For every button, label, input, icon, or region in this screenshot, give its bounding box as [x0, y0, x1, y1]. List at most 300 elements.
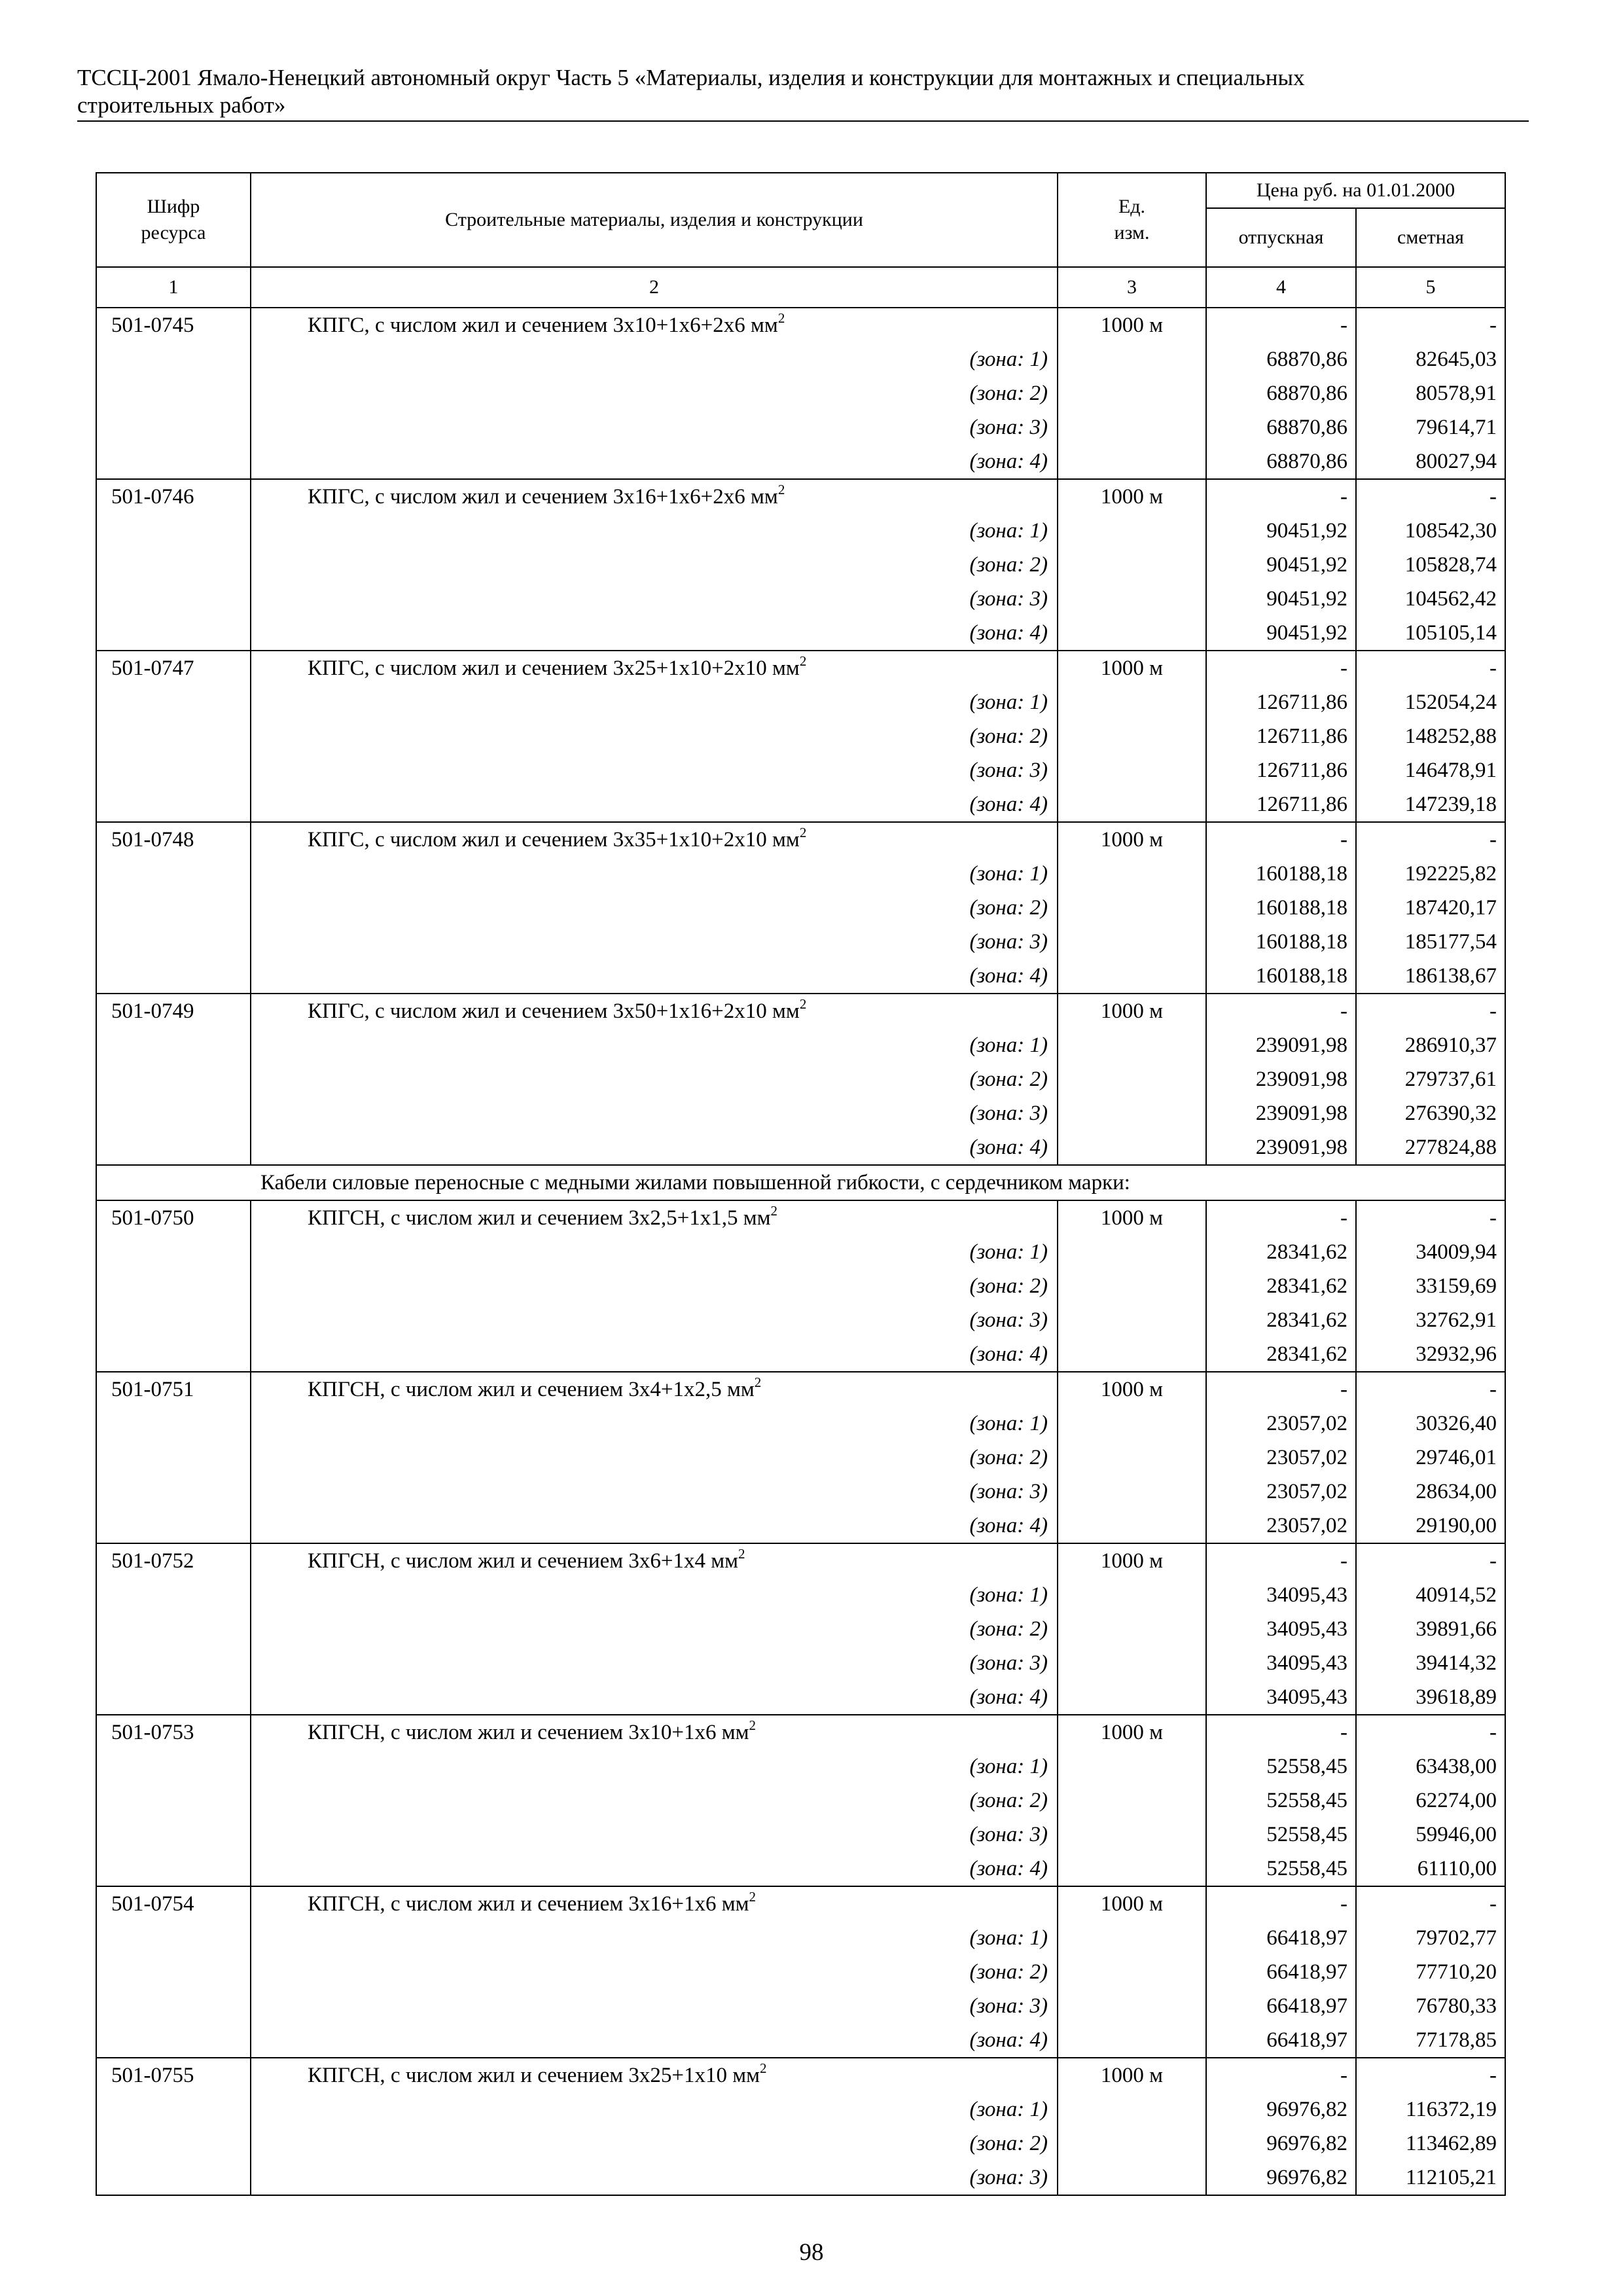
unit-empty — [1058, 959, 1206, 994]
release-price: 96976,82 — [1206, 2092, 1356, 2126]
unit-empty — [1058, 1269, 1206, 1303]
zone-label: (зона: 3) — [251, 753, 1058, 787]
resource-code-empty — [96, 1921, 251, 1955]
material-name-cell — [251, 2058, 1058, 2092]
zone-row — [96, 1235, 1505, 1269]
material-name-cell — [251, 1715, 1058, 1749]
zone-label: (зона: 4) — [251, 1852, 1058, 1886]
resource-code: 501-0750 — [96, 1200, 251, 1235]
unit-empty — [1058, 753, 1206, 787]
material-name-text: КПГС, с числом жил и сечением 3х35+1х10+2х10 мм — [308, 828, 800, 852]
resource-code-empty — [96, 1852, 251, 1886]
material-name-text: КПГС, с числом жил и сечением 3х25+1х10+2х10 мм — [308, 656, 800, 680]
release-price: 90451,92 — [1206, 514, 1356, 548]
release-price: 90451,92 — [1206, 616, 1356, 651]
release-price: 96976,82 — [1206, 2126, 1356, 2161]
unit-superscript: 2 — [760, 2060, 767, 2076]
release-price: - — [1206, 651, 1356, 685]
resource-code: 501-0745 — [96, 308, 251, 342]
material-name-text: КПГСН, с числом жил и сечением 3х6+1х4 мм — [308, 1549, 739, 1573]
estimate-price: 79702,77 — [1356, 1921, 1505, 1955]
resource-code-empty — [96, 410, 251, 444]
estimate-price: 148252,88 — [1356, 719, 1505, 753]
unit-empty — [1058, 719, 1206, 753]
unit-empty — [1058, 1096, 1206, 1130]
estimate-price: - — [1356, 1372, 1505, 1407]
resource-code-empty — [96, 719, 251, 753]
release-price: 126711,86 — [1206, 753, 1356, 787]
unit-empty — [1058, 1407, 1206, 1441]
resource-code: 501-0746 — [96, 479, 251, 514]
release-price: 34095,43 — [1206, 1646, 1356, 1680]
zone-label: (зона: 3) — [251, 2161, 1058, 2195]
zone-row — [96, 1303, 1505, 1337]
resource-code: 501-0748 — [96, 822, 251, 857]
resource-code-empty — [96, 753, 251, 787]
unit-empty — [1058, 2092, 1206, 2126]
column-number: 3 — [1058, 267, 1206, 308]
material-name-cell — [251, 1886, 1058, 1921]
zone-label: (зона: 1) — [251, 1749, 1058, 1784]
release-price: 23057,02 — [1206, 1475, 1356, 1509]
resource-code-empty — [96, 1509, 251, 1543]
material-name — [251, 651, 806, 685]
estimate-price: - — [1356, 2058, 1505, 2092]
zone-label: (зона: 4) — [251, 1680, 1058, 1715]
table-row — [96, 1200, 1505, 1235]
resource-code-empty — [96, 787, 251, 822]
estimate-price: 192225,82 — [1356, 857, 1505, 891]
zone-row — [96, 1269, 1505, 1303]
zone-label: (зона: 1) — [251, 1921, 1058, 1955]
unit: 1000 м — [1058, 822, 1206, 857]
release-price: 160188,18 — [1206, 891, 1356, 925]
material-name-cell — [251, 1372, 1058, 1407]
resource-code-empty — [96, 616, 251, 651]
unit-empty — [1058, 925, 1206, 959]
zone-label: (зона: 1) — [251, 857, 1058, 891]
resource-code-empty — [96, 1818, 251, 1852]
estimate-price: 108542,30 — [1356, 514, 1505, 548]
unit: 1000 м — [1058, 308, 1206, 342]
zone-label: (зона: 3) — [251, 1303, 1058, 1337]
zone-row — [96, 1749, 1505, 1784]
estimate-price: 152054,24 — [1356, 685, 1505, 719]
unit-empty — [1058, 1028, 1206, 1062]
zone-row — [96, 410, 1505, 444]
table-row — [96, 1715, 1505, 1749]
estimate-price: 105828,74 — [1356, 548, 1505, 582]
resource-code-empty — [96, 1028, 251, 1062]
material-name-cell — [251, 308, 1058, 342]
zone-row — [96, 1096, 1505, 1130]
material-name-text: КПГС, с числом жил и сечением 3х50+1х16+2х10 мм — [308, 999, 800, 1023]
page-number: 98 — [799, 2239, 824, 2266]
table-head — [96, 173, 1505, 308]
material-name-text: КПГС, с числом жил и сечением 3х10+1х6+2х6 мм — [308, 314, 778, 337]
release-price: 239091,98 — [1206, 1028, 1356, 1062]
material-name — [251, 994, 806, 1028]
zone-row — [96, 1578, 1505, 1612]
zone-label: (зона: 2) — [251, 1441, 1058, 1475]
unit-superscript: 2 — [738, 1546, 745, 1562]
category-title: Кабели силовые переносные с медными жилами повышенной гибкости, с сердечником марки: — [96, 1165, 1505, 1200]
zone-row — [96, 2126, 1505, 2161]
unit-empty — [1058, 376, 1206, 410]
estimate-price: 29190,00 — [1356, 1509, 1505, 1543]
zone-label: (зона: 2) — [251, 891, 1058, 925]
unit-empty — [1058, 891, 1206, 925]
zone-row — [96, 787, 1505, 822]
material-name-text: КПГСН, с числом жил и сечением 3х25+1х10 мм — [308, 2064, 760, 2087]
unit-empty — [1058, 342, 1206, 376]
material-name-text: КПГСН, с числом жил и сечением 3х16+1х6 мм — [308, 1892, 749, 1916]
unit-superscript: 2 — [799, 825, 807, 840]
resource-code-empty — [96, 342, 251, 376]
zone-label: (зона: 2) — [251, 1612, 1058, 1646]
unit-empty — [1058, 1235, 1206, 1269]
release-price: 68870,86 — [1206, 410, 1356, 444]
header-estimate-price: сметная — [1356, 208, 1505, 267]
unit-superscript: 2 — [799, 996, 807, 1012]
release-price: - — [1206, 1886, 1356, 1921]
resource-code-empty — [96, 514, 251, 548]
unit-empty — [1058, 1130, 1206, 1165]
estimate-price: 62274,00 — [1356, 1784, 1505, 1818]
material-name — [251, 823, 806, 857]
release-price: 68870,86 — [1206, 376, 1356, 410]
release-price: 239091,98 — [1206, 1096, 1356, 1130]
unit-empty — [1058, 787, 1206, 822]
resource-code-empty — [96, 2023, 251, 2058]
zone-row — [96, 1989, 1505, 2023]
estimate-price: 39891,66 — [1356, 1612, 1505, 1646]
estimate-price: 39414,32 — [1356, 1646, 1505, 1680]
unit-empty — [1058, 1475, 1206, 1509]
resource-code: 501-0749 — [96, 994, 251, 1028]
material-name-cell — [251, 479, 1058, 514]
zone-label: (зона: 4) — [251, 616, 1058, 651]
zone-label: (зона: 1) — [251, 2092, 1058, 2126]
zone-row — [96, 719, 1505, 753]
unit-superscript: 2 — [777, 310, 785, 326]
zone-row — [96, 342, 1505, 376]
zone-label: (зона: 3) — [251, 1475, 1058, 1509]
release-price: 23057,02 — [1206, 1509, 1356, 1543]
estimate-price: 186138,67 — [1356, 959, 1505, 994]
unit-superscript: 2 — [754, 1374, 762, 1390]
zone-row — [96, 857, 1505, 891]
unit-empty — [1058, 1680, 1206, 1715]
estimate-price: 147239,18 — [1356, 787, 1505, 822]
material-name-cell — [251, 822, 1058, 857]
estimate-price: 187420,17 — [1356, 891, 1505, 925]
material-name — [251, 1715, 756, 1749]
estimate-price: 276390,32 — [1356, 1096, 1505, 1130]
zone-row — [96, 1130, 1505, 1165]
release-price: 28341,62 — [1206, 1303, 1356, 1337]
estimate-price: 79614,71 — [1356, 410, 1505, 444]
estimate-price: 59946,00 — [1356, 1818, 1505, 1852]
estimate-price: - — [1356, 1543, 1505, 1578]
zone-row — [96, 1337, 1505, 1372]
estimate-price: 116372,19 — [1356, 2092, 1505, 2126]
zone-row — [96, 1921, 1505, 1955]
resource-code-empty — [96, 1612, 251, 1646]
resource-code-empty — [96, 1680, 251, 1715]
release-price: 52558,45 — [1206, 1818, 1356, 1852]
table-row — [96, 822, 1505, 857]
column-number: 2 — [251, 267, 1058, 308]
release-price: 34095,43 — [1206, 1612, 1356, 1646]
zone-row — [96, 2023, 1505, 2058]
estimate-price: 146478,91 — [1356, 753, 1505, 787]
price-table-container — [96, 172, 1506, 2196]
table-row — [96, 994, 1505, 1028]
release-price: 28341,62 — [1206, 1337, 1356, 1372]
zone-row — [96, 1646, 1505, 1680]
zone-row — [96, 891, 1505, 925]
release-price: 52558,45 — [1206, 1749, 1356, 1784]
resource-code-empty — [96, 685, 251, 719]
material-name-text: КПГСН, с числом жил и сечением 3х4+1х2,5 мм — [308, 1378, 755, 1401]
table-body — [96, 308, 1505, 2195]
column-number: 5 — [1356, 267, 1505, 308]
material-name — [251, 1372, 761, 1407]
zone-label: (зона: 1) — [251, 1407, 1058, 1441]
unit-empty — [1058, 1509, 1206, 1543]
resource-code: 501-0753 — [96, 1715, 251, 1749]
zone-row — [96, 1680, 1505, 1715]
zone-label: (зона: 2) — [251, 1955, 1058, 1989]
zone-row — [96, 1028, 1505, 1062]
zone-row — [96, 616, 1505, 651]
header-resource-code: Шифр ресурса — [96, 173, 251, 267]
unit-empty — [1058, 1989, 1206, 2023]
release-price: 34095,43 — [1206, 1680, 1356, 1715]
unit: 1000 м — [1058, 1200, 1206, 1235]
resource-code-empty — [96, 1303, 251, 1337]
zone-label: (зона: 2) — [251, 1062, 1058, 1096]
resource-code-empty — [96, 1269, 251, 1303]
estimate-price: 33159,69 — [1356, 1269, 1505, 1303]
release-price: 52558,45 — [1206, 1784, 1356, 1818]
resource-code-empty — [96, 959, 251, 994]
material-name — [251, 308, 785, 342]
zone-row — [96, 2092, 1505, 2126]
estimate-price: 77178,85 — [1356, 2023, 1505, 2058]
price-table — [96, 172, 1506, 2196]
zone-row — [96, 1441, 1505, 1475]
header-unit: Ед. изм. — [1058, 173, 1206, 267]
release-price: - — [1206, 1543, 1356, 1578]
zone-label: (зона: 4) — [251, 2023, 1058, 2058]
unit-empty — [1058, 857, 1206, 891]
resource-code-empty — [96, 582, 251, 616]
zone-label: (зона: 2) — [251, 1784, 1058, 1818]
estimate-price: 61110,00 — [1356, 1852, 1505, 1886]
zone-label: (зона: 2) — [251, 1269, 1058, 1303]
release-price: 126711,86 — [1206, 719, 1356, 753]
unit-empty — [1058, 685, 1206, 719]
release-price: 90451,92 — [1206, 582, 1356, 616]
material-name-cell — [251, 651, 1058, 685]
unit-empty — [1058, 1612, 1206, 1646]
estimate-price: - — [1356, 308, 1505, 342]
estimate-price: 32932,96 — [1356, 1337, 1505, 1372]
unit: 1000 м — [1058, 994, 1206, 1028]
table-row — [96, 1372, 1505, 1407]
release-price: 68870,86 — [1206, 342, 1356, 376]
unit: 1000 м — [1058, 2058, 1206, 2092]
estimate-price: 112105,21 — [1356, 2161, 1505, 2195]
table-row — [96, 479, 1505, 514]
zone-row — [96, 959, 1505, 994]
unit-superscript: 2 — [799, 653, 807, 669]
zone-row — [96, 582, 1505, 616]
header-price-group: Цена руб. на 01.01.2000 — [1206, 173, 1505, 208]
zone-row — [96, 444, 1505, 479]
release-price: 160188,18 — [1206, 857, 1356, 891]
resource-code-empty — [96, 376, 251, 410]
release-price: 96976,82 — [1206, 2161, 1356, 2195]
unit: 1000 м — [1058, 651, 1206, 685]
release-price: 239091,98 — [1206, 1130, 1356, 1165]
zone-label: (зона: 3) — [251, 410, 1058, 444]
zone-row — [96, 1509, 1505, 1543]
resource-code-empty — [96, 1646, 251, 1680]
zone-row — [96, 1955, 1505, 1989]
zone-label: (зона: 1) — [251, 685, 1058, 719]
zone-label: (зона: 1) — [251, 1578, 1058, 1612]
resource-code-empty — [96, 925, 251, 959]
column-number: 4 — [1206, 267, 1356, 308]
unit-empty — [1058, 1749, 1206, 1784]
unit-empty — [1058, 1441, 1206, 1475]
unit-empty — [1058, 444, 1206, 479]
table-row — [96, 308, 1505, 342]
estimate-price: - — [1356, 1200, 1505, 1235]
unit-empty — [1058, 582, 1206, 616]
zone-row — [96, 925, 1505, 959]
resource-code-empty — [96, 1235, 251, 1269]
resource-code-empty — [96, 1096, 251, 1130]
zone-label: (зона: 4) — [251, 959, 1058, 994]
estimate-price: 34009,94 — [1356, 1235, 1505, 1269]
zone-label: (зона: 2) — [251, 2126, 1058, 2161]
release-price: - — [1206, 479, 1356, 514]
unit-empty — [1058, 548, 1206, 582]
estimate-price: 40914,52 — [1356, 1578, 1505, 1612]
estimate-price: 185177,54 — [1356, 925, 1505, 959]
material-name — [251, 1544, 745, 1578]
zone-label: (зона: 1) — [251, 514, 1058, 548]
resource-code: 501-0755 — [96, 2058, 251, 2092]
release-price: 126711,86 — [1206, 787, 1356, 822]
zone-row — [96, 376, 1505, 410]
estimate-price: 279737,61 — [1356, 1062, 1505, 1096]
header-rule — [77, 120, 1529, 122]
zone-row — [96, 548, 1505, 582]
zone-label: (зона: 3) — [251, 1646, 1058, 1680]
header-materials: Строительные материалы, изделия и конструкции — [251, 173, 1058, 267]
table-row — [96, 2058, 1505, 2092]
release-price: 28341,62 — [1206, 1235, 1356, 1269]
resource-code-empty — [96, 1989, 251, 2023]
release-price: 239091,98 — [1206, 1062, 1356, 1096]
release-price: 66418,97 — [1206, 1921, 1356, 1955]
estimate-price: 39618,89 — [1356, 1680, 1505, 1715]
estimate-price: 82645,03 — [1356, 342, 1505, 376]
resource-code: 501-0752 — [96, 1543, 251, 1578]
release-price: 52558,45 — [1206, 1852, 1356, 1886]
material-name-cell — [251, 1543, 1058, 1578]
material-name-text: КПГСН, с числом жил и сечением 3х2,5+1х1,5 мм — [308, 1206, 771, 1230]
resource-code-empty — [96, 444, 251, 479]
release-price: - — [1206, 1372, 1356, 1407]
category-row — [96, 1165, 1505, 1200]
estimate-price: 277824,88 — [1356, 1130, 1505, 1165]
estimate-price: 29746,01 — [1356, 1441, 1505, 1475]
release-price: - — [1206, 2058, 1356, 2092]
document-header — [77, 64, 1530, 119]
unit-empty — [1058, 1337, 1206, 1372]
material-name-text: КПГСН, с числом жил и сечением 3х10+1х6 мм — [308, 1721, 749, 1744]
resource-code-empty — [96, 1441, 251, 1475]
estimate-price: - — [1356, 822, 1505, 857]
table-row — [96, 1886, 1505, 1921]
release-price: 66418,97 — [1206, 1989, 1356, 2023]
material-name — [251, 1887, 756, 1921]
material-name — [251, 2058, 767, 2092]
estimate-price: - — [1356, 651, 1505, 685]
zone-label: (зона: 1) — [251, 342, 1058, 376]
estimate-price: - — [1356, 1886, 1505, 1921]
material-name — [251, 480, 785, 514]
zone-label: (зона: 1) — [251, 1028, 1058, 1062]
material-name-text: КПГС, с числом жил и сечением 3х16+1х6+2х6 мм — [308, 485, 778, 509]
zone-row — [96, 1612, 1505, 1646]
estimate-price: 105105,14 — [1356, 616, 1505, 651]
release-price: - — [1206, 1200, 1356, 1235]
estimate-price: 113462,89 — [1356, 2126, 1505, 2161]
release-price: - — [1206, 1715, 1356, 1749]
zone-label: (зона: 3) — [251, 1989, 1058, 2023]
unit-empty — [1058, 616, 1206, 651]
estimate-price: 63438,00 — [1356, 1749, 1505, 1784]
zone-label: (зона: 4) — [251, 1130, 1058, 1165]
unit-empty — [1058, 1955, 1206, 1989]
unit: 1000 м — [1058, 1543, 1206, 1578]
release-price: 66418,97 — [1206, 2023, 1356, 2058]
unit-empty — [1058, 2161, 1206, 2195]
estimate-price: 28634,00 — [1356, 1475, 1505, 1509]
estimate-price: 80578,91 — [1356, 376, 1505, 410]
table-row — [96, 651, 1505, 685]
resource-code-empty — [96, 2161, 251, 2195]
resource-code-empty — [96, 857, 251, 891]
resource-code-empty — [96, 1337, 251, 1372]
zone-row — [96, 685, 1505, 719]
estimate-price: - — [1356, 1715, 1505, 1749]
table-row — [96, 1543, 1505, 1578]
estimate-price: 104562,42 — [1356, 582, 1505, 616]
resource-code-empty — [96, 2092, 251, 2126]
unit-empty — [1058, 1852, 1206, 1886]
estimate-price: 80027,94 — [1356, 444, 1505, 479]
resource-code-empty — [96, 1475, 251, 1509]
estimate-price: 30326,40 — [1356, 1407, 1505, 1441]
